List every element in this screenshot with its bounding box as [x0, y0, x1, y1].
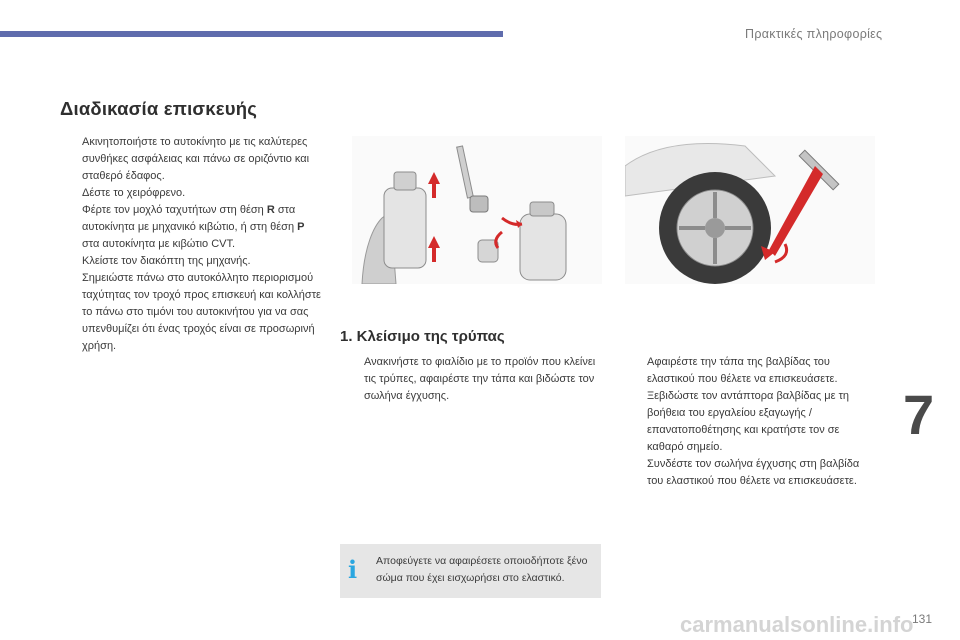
list-item: Ξεβιδώστε τον αντάπτορα βαλβίδας με τη βοήθεια του εργαλείου εξαγωγής / επανατοποθέτησης και κρατήστε τον σε καθαρό σημείο. — [647, 390, 850, 453]
watermark: carmanualsonline.info — [680, 612, 914, 637]
info-icon: i — [348, 555, 358, 584]
list-item: Κλείστε τον διακόπτη της μηχανής. — [82, 255, 251, 267]
info-note-text: Αποφεύγετε να αφαιρέσετε οποιοδήποτε ξένο σώμα που έχει εισχωρήσει στο ελαστικό. — [376, 555, 588, 584]
list-item: Ανακινήστε το φιαλίδιο με το προϊόν που κλείνει τις τρύπες, αφαιρέστε την τάπα και βιδώστε τον σωλήνα έγχυσης. — [364, 356, 596, 402]
sealant-bottle-illustration — [352, 136, 602, 284]
info-note-box — [340, 544, 601, 598]
repair-steps-list — [60, 134, 322, 355]
header-title: Πρακτικές πληροφορίες — [745, 27, 883, 41]
section-title: Διαδικασία επισκευής — [60, 98, 258, 119]
list-item: Δέστε το χειρόφρενο. — [82, 187, 186, 199]
top-accent-bar — [0, 31, 503, 37]
list-item: Αφαιρέστε την τάπα της βαλβίδας του ελαστικού που θέλετε να επισκευάσετε. — [647, 356, 838, 385]
wheel-valve-illustration — [625, 136, 875, 284]
list-item: Φέρτε τον μοχλό ταχυτήτων στη θέση R στα αυτοκίνητα με μηχανικό κιβώτιο, ή στη θέση P στα αυτοκίνητα με κιβώτιο CVT. — [82, 204, 305, 250]
page-number: 131 — [912, 612, 933, 626]
hole-sealing-steps-right — [625, 354, 875, 490]
hole-sealing-steps-mid — [342, 354, 604, 405]
subsection-title: 1. Κλείσιμο της τρύπας — [340, 328, 505, 345]
chapter-number: 7 — [903, 383, 935, 446]
list-item: Συνδέστε τον σωλήνα έγχυσης στη βαλβίδα του ελαστικού που θέλετε να επισκευάσετε. — [647, 458, 860, 487]
list-item: Σημειώστε πάνω στο αυτοκόλλητο περιορισμού ταχύτητας τον τροχό προς επισκευή και κολλήστε το πάνω στο τιμόνι του αυτοκινήτου για να σας υπενθυμίζει ότι ένας τροχός είναι σε προσωρινή χρήση. — [82, 272, 321, 352]
list-item: Ακινητοποιήστε το αυτοκίνητο με τις καλύτερες συνθήκες ασφάλειας και πάνω σε οριζόντιο και σταθερό έδαφος. — [82, 136, 310, 182]
